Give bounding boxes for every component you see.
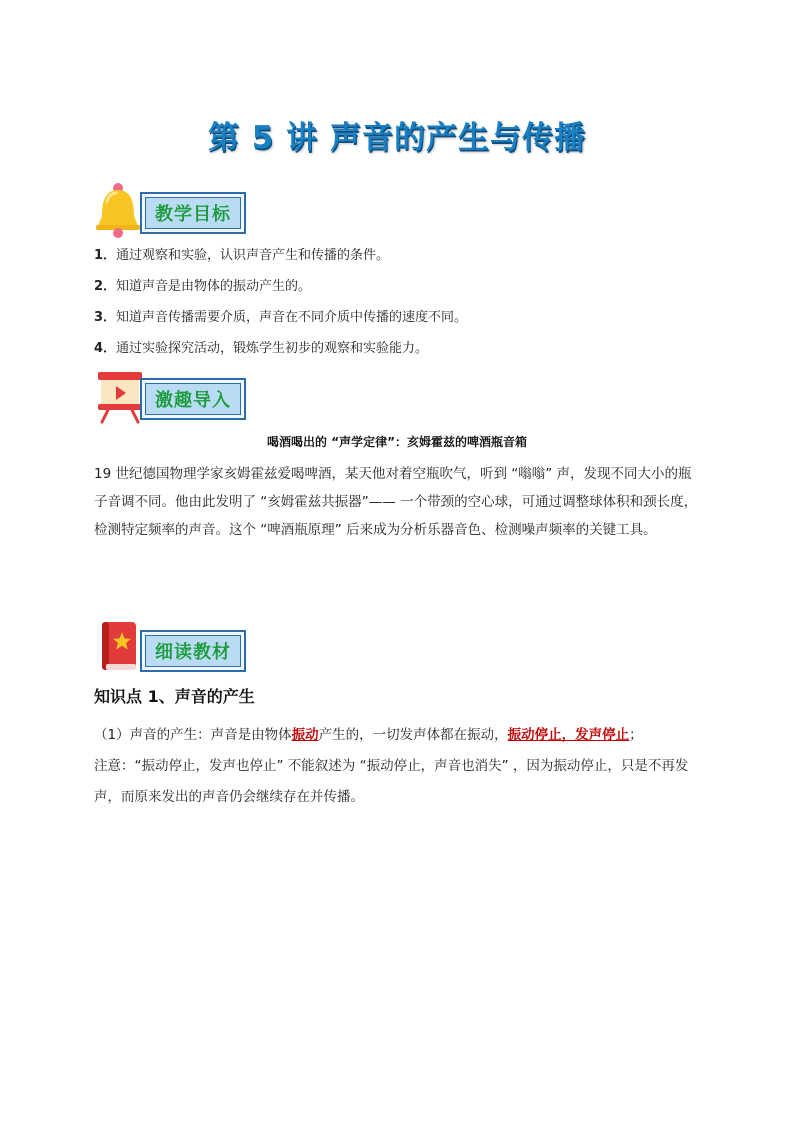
story-title: 喝酒喝出的 “声学定律”：亥姆霍兹的啤酒瓶音箱 bbox=[267, 435, 527, 449]
item-text: 通过实验探究活动，锻炼学生初步的观察和实验能力。 bbox=[116, 341, 429, 356]
kp-paragraph-2: 注意：“振动停止，发声也停止” 不能叙述为 “振动停止，声音也消失” ，因为振动停止，只是不再发声，而原来发出的声音仍会继续存在并传播。 bbox=[94, 758, 689, 805]
presentation-board-icon bbox=[94, 366, 146, 424]
goal-list bbox=[94, 244, 714, 368]
highlight-text: 振动停止，发声停止 bbox=[507, 727, 630, 743]
section-header-reading bbox=[94, 618, 294, 678]
item-text: 知道声音是由物体的振动产生的。 bbox=[116, 279, 312, 294]
section-header-intro bbox=[94, 366, 294, 426]
knowledge-point-body bbox=[94, 720, 704, 813]
story-paragraph: 19 世纪德国物理学家亥姆霍兹爱喝啤酒，某天他对着空瓶吹气，听到 “嗡嗡” 声，发现不同大小的瓶子音调不同。他由此发明了 “亥姆霍兹共振器”—— 一个带颈的空心球，可通过调整球体积和颈长度，检测特定频率的声音。这个 “啤酒瓶原理” 后来成为分析乐器音色、检测噪声频率的关键工具。 bbox=[94, 466, 698, 538]
item-number: 1． bbox=[94, 248, 117, 263]
knowledge-point-title: 知识点 1、声音的产生 bbox=[94, 687, 255, 706]
list-item bbox=[94, 244, 714, 275]
list-item bbox=[94, 275, 714, 306]
text-segment: （1）声音的产生：声音是由物体 bbox=[94, 727, 292, 743]
text-segment: 产生的，一切发声体都在振动， bbox=[318, 727, 508, 743]
list-item bbox=[94, 337, 714, 368]
section-label-intro: 激趣导入 bbox=[145, 383, 241, 415]
bell-icon bbox=[94, 180, 146, 238]
book-icon bbox=[94, 618, 146, 676]
page-title: 第 5 讲 声音的产生与传播 bbox=[208, 120, 586, 156]
section-header-goals bbox=[94, 180, 294, 240]
text-segment: ； bbox=[629, 727, 643, 743]
kp-paragraph-1 bbox=[94, 720, 704, 751]
section-label-goals: 教学目标 bbox=[145, 197, 241, 229]
item-number: 2． bbox=[94, 279, 117, 294]
section-label-box bbox=[140, 192, 246, 234]
item-number: 4． bbox=[94, 341, 117, 356]
section-label-box bbox=[140, 378, 246, 420]
item-text: 知道声音传播需要介质，声音在不同介质中传播的速度不同。 bbox=[116, 310, 468, 325]
list-item bbox=[94, 306, 714, 337]
highlight-text: 振动 bbox=[291, 727, 319, 743]
section-label-reading: 细读教材 bbox=[145, 635, 241, 667]
section-label-box bbox=[140, 630, 246, 672]
item-text: 通过观察和实验，认识声音产生和传播的条件。 bbox=[116, 248, 390, 263]
item-number: 3． bbox=[94, 310, 117, 325]
